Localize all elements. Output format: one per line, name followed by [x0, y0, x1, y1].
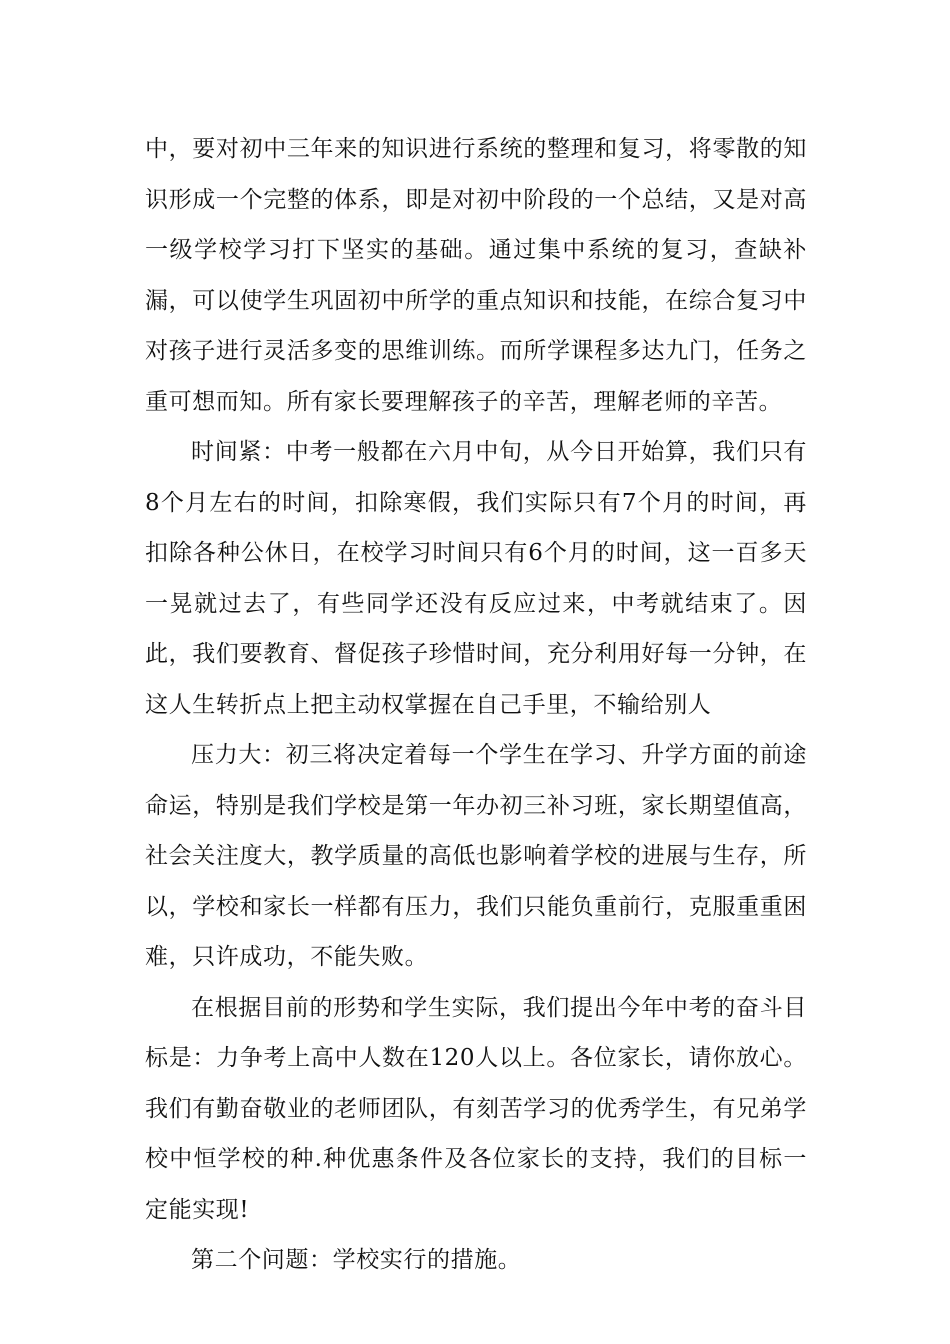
paragraph-goal: 在根据目前的形势和学生实际，我们提出今年中考的奋斗目标是：力争考上高中人数在120人以上。各位家长，请你放心。我们有勤奋敬业的老师团队，有刻苦学习的优秀学生，有兄弟学校中恒学校的种.种优惠条件及各位家长的支持，我们的目标一定能实现! [145, 994, 807, 1223]
paragraph-intro-continued: 中，要对初中三年来的知识进行系统的整理和复习，将零散的知识形成一个完整的体系，即是对初中阶段的一个总结，又是对高一级学校学习打下坚实的基础。通过集中系统的复习，查缺补漏，可以使学生巩固初中所学的重点知识和技能，在综合复习中对孩子进行灵活多变的思维训练。而所学课程多达九门，任务之重可想而知。所有家长要理解孩子的辛苦，理解老师的辛苦。 [145, 136, 807, 415]
paragraph-second-question: 第二个问题：学校实行的措施。 [191, 1247, 522, 1273]
paragraph-high-pressure: 压力大：初三将决定着每一个学生在学习、升学方面的前途命运，特别是我们学校是第一年办初三补习班，家长期望值高，社会关注度大，教学质量的高低也影响着学校的进展与生存，所以，学校和家长一样都有压力，我们只能负重前行，克服重重困难，只许成功，不能失败。 [145, 742, 807, 970]
paragraph-time-tight: 时间紧：中考一般都在六月中旬，从今日开始算，我们只有8个月左右的时间，扣除寒假，我们实际只有7个月的时间，再扣除各种公休日，在校学习时间只有6个月的时间，这一百多天一晃就过去了，有些同学还没有反应过来，中考就结束了。因此，我们要教育、督促孩子珍惜时间，充分利用好每一分钟，在这人生转折点上把主动权掌握在自己手里，不输给别人 [145, 439, 807, 718]
document-page [145, 124, 807, 1286]
